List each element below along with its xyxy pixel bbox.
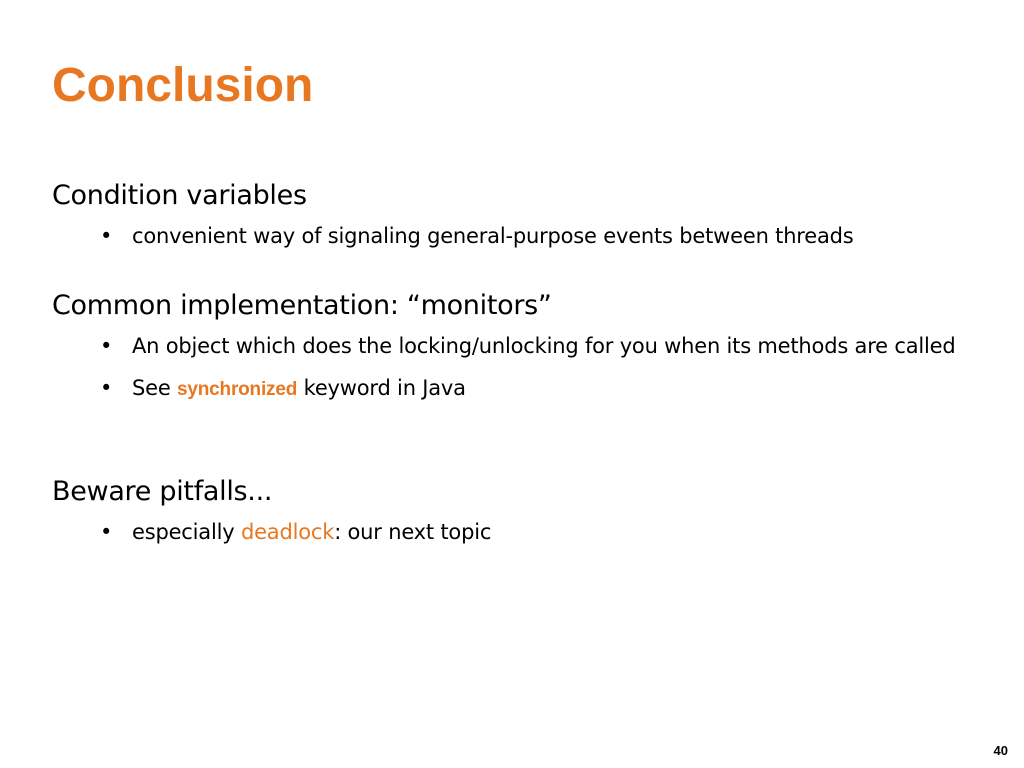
bullet-list bbox=[52, 220, 972, 252]
bullet-text: convenient way of signaling general-purpose events between threads bbox=[132, 224, 854, 248]
highlight-deadlock: deadlock bbox=[240, 520, 335, 544]
section-condition-variables bbox=[52, 178, 972, 262]
section-beware-pitfalls bbox=[52, 474, 972, 558]
bullet-item bbox=[52, 330, 972, 362]
bullet-text bbox=[132, 516, 972, 548]
bullet-prefix: especially bbox=[132, 520, 241, 544]
bullet-prefix: See bbox=[132, 376, 178, 400]
section-heading: Condition variables bbox=[52, 180, 307, 211]
bullet-item bbox=[52, 516, 972, 548]
bullet-icon: • bbox=[100, 334, 113, 358]
bullet-suffix: keyword in Java bbox=[297, 376, 466, 400]
bullet-text: An object which does the locking/unlocking for you when its methods are called bbox=[132, 334, 956, 358]
bullet-list bbox=[52, 330, 972, 406]
bullet-list bbox=[52, 516, 972, 548]
section-heading: Common implementation: “monitors” bbox=[52, 290, 552, 321]
section-common-implementation bbox=[52, 288, 972, 416]
bullet-icon: • bbox=[100, 376, 113, 400]
bullet-suffix: : our next topic bbox=[334, 520, 492, 544]
slide-title: Conclusion bbox=[52, 59, 314, 112]
bullet-item bbox=[52, 220, 972, 252]
keyword-synchronized: synchronized bbox=[177, 379, 298, 400]
section-heading: Beware pitfalls... bbox=[52, 476, 273, 507]
bullet-item bbox=[52, 372, 972, 406]
bullet-text bbox=[132, 372, 972, 406]
bullet-icon: • bbox=[100, 224, 113, 248]
page-number: 40 bbox=[993, 743, 1008, 758]
bullet-icon: • bbox=[100, 520, 113, 544]
